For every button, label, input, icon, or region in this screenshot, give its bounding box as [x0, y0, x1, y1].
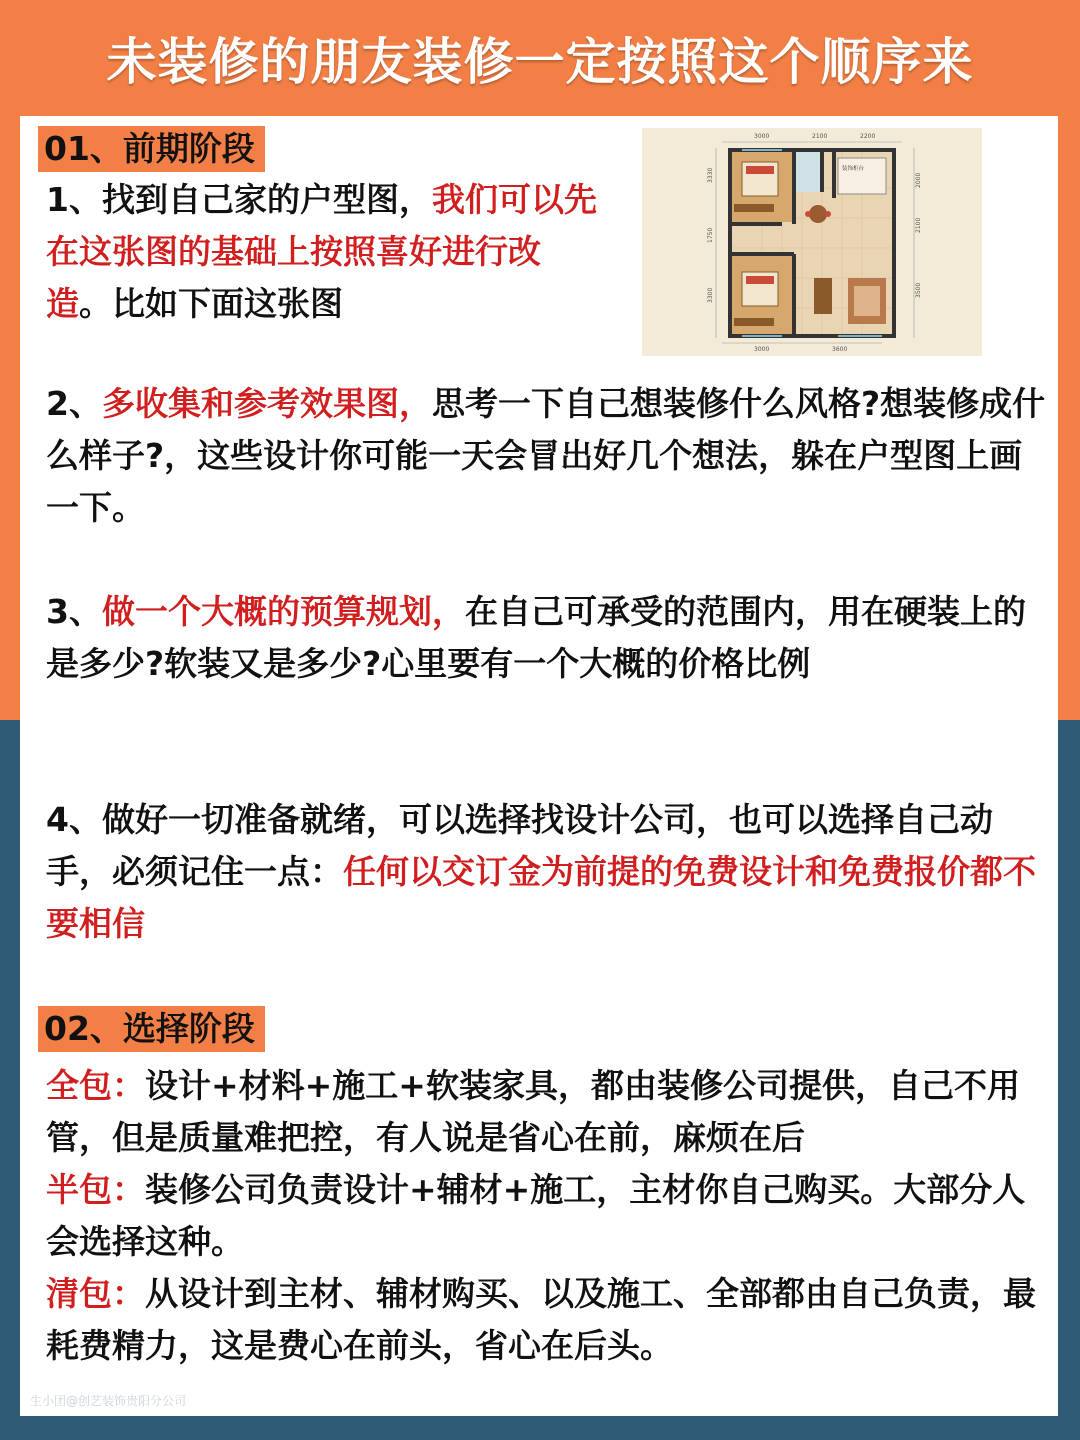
watermark: 生小团@创艺装饰贵阳分公司: [30, 1394, 187, 1408]
step-1-suffix: 。比如下面这张图: [79, 284, 343, 323]
step-2-highlight: 多收集和参考效果图，: [101, 384, 432, 423]
package-text-labor: 从设计到主材、辅材购买、以及施工、全部都由自己负责，最耗费精力，这是费心在前头，省心在后头。: [46, 1274, 1036, 1365]
dim-left-1: 3330: [707, 167, 714, 183]
dim-left-3: 3300: [707, 287, 714, 303]
dim-right-2: 2100: [915, 217, 922, 233]
content-card: [20, 116, 1058, 1416]
dim-bottom-1: 3000: [754, 346, 770, 353]
package-item-full: [46, 1060, 1056, 1164]
step-3-text: [46, 586, 1046, 690]
package-text-full: 设计+材料+施工+软装家具，都由装修公司提供，自己不用管，但是质量难把控，有人说是省心在前，麻烦在后: [46, 1066, 1020, 1157]
package-item-half: [46, 1164, 1056, 1268]
step-3-highlight: 做一个大概的预算规划，: [101, 592, 465, 631]
section-tag-early: 01、前期阶段: [38, 126, 265, 172]
step-2-text: [46, 378, 1046, 534]
dim-top-3: 2200: [860, 133, 876, 140]
step-4-highlight: 任何以交订金为前提的免费设计和免费报价都不要相信: [46, 852, 1036, 943]
section-tag-selection: 02、选择阶段: [38, 1006, 265, 1052]
package-label-full: 全包：: [46, 1066, 145, 1105]
package-text-half: 装修公司负责设计+辅材+施工，主材你自己购买。大部分人会选择这种。: [46, 1170, 1026, 1261]
step-2-prefix: 2、: [46, 384, 102, 423]
step-3-prefix: 3、: [46, 592, 102, 631]
step-1-prefix: 1、找到自己家的户型图，: [46, 180, 432, 219]
dim-top-1: 3000: [754, 133, 770, 140]
step-1-text: [46, 174, 606, 330]
package-label-labor: 清包：: [46, 1274, 145, 1313]
dim-right-1: 2000: [915, 172, 922, 188]
page-title: 未装修的朋友装修一定按照这个顺序来: [106, 33, 974, 91]
dim-bottom-2: 3600: [832, 346, 848, 353]
dim-top-2: 2100: [812, 133, 828, 140]
room-label: 装饰柜台: [842, 166, 865, 172]
package-list: [46, 1060, 1056, 1372]
package-label-half: 半包：: [46, 1170, 145, 1209]
floor-plan-image: [642, 128, 982, 356]
dim-right-3: 3500: [915, 282, 922, 298]
step-2-suffix: 思考一下自己想装修什么风格?想装修成什么样子?，这些设计你可能一天会冒出好几个想法，躲在户型图上画一下。: [46, 384, 1046, 527]
step-3-suffix: 在自己可承受的范围内，用在硬装上的是多少?软装又是多少?心里要有一个大概的价格比例: [46, 592, 1026, 683]
package-item-labor: [46, 1268, 1056, 1372]
step-4-prefix: 4、做好一切准备就绪，可以选择找设计公司，也可以选择自己动手，必须记住一点：: [46, 800, 993, 891]
dim-left-2: 1750: [707, 227, 714, 243]
step-4-text: [46, 794, 1046, 950]
step-1-highlight: 我们可以先在这张图的基础上按照喜好进行改造: [46, 180, 597, 323]
